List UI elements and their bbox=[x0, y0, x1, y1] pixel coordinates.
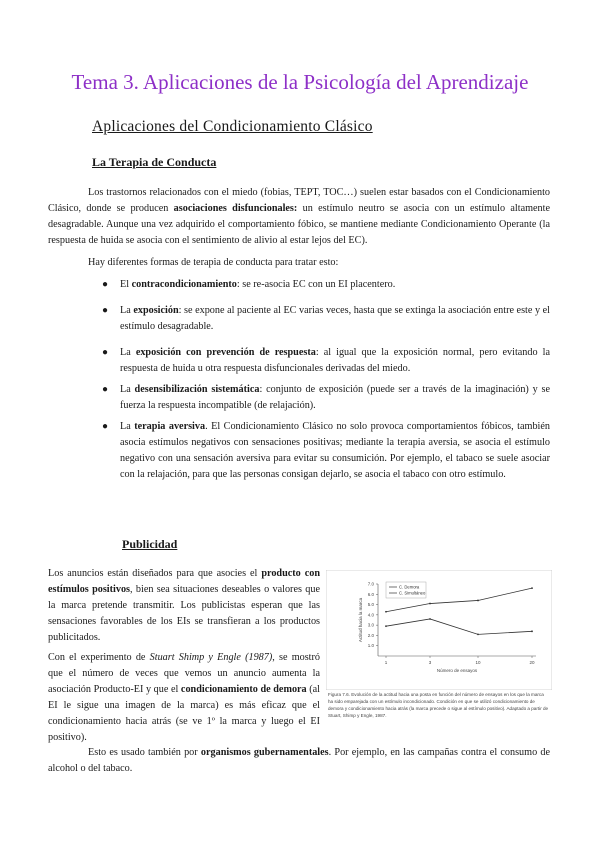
list-item: ● La desensibilización sistemática: conjunto de exposición (puede ser a través de la imaginación) y se fuerza la respuesta incompatible (de relajación). bbox=[102, 384, 550, 411]
list-item: ● La terapia aversiva. El Condicionamiento Clásico no solo provoca comportamientos fóbicos, también asocia estímulos negativos con sensaciones positivas; mediante la terapia aversia, se asocia el estímulo negativo con una sensación aversiva para evitar su consumición. Por ejemplo, el tabaco se suele asociar con la relajación, para que las personas consigan dejarlo, se asocia el tabaco con otro estímulo. bbox=[102, 421, 550, 480]
bullet-icon: ● bbox=[102, 347, 109, 358]
bullet-icon: ● bbox=[102, 421, 109, 432]
page-title: Tema 3. Aplicaciones de la Psicología del Aprendizaje bbox=[71, 70, 529, 94]
data-point bbox=[429, 603, 431, 605]
paragraph-publicidad-1: Los anuncios están diseñados para que asocies el producto con estímulos positivos, bien sea situaciones deseables o valores que la marca pretende transmitir. Los publicistas esperan que las sensaciones favorables de los EIs se transfieran a los productos publicitados. bbox=[48, 568, 320, 643]
x-tick-label: 10 bbox=[475, 660, 481, 665]
data-point bbox=[385, 611, 387, 613]
figure-chart bbox=[326, 570, 552, 742]
legend-label: C. Demora bbox=[399, 584, 420, 590]
y-tick-label: 6.0 bbox=[367, 591, 374, 597]
text-bold: asociaciones disfuncionales: bbox=[173, 203, 298, 214]
x-tick-label: 3 bbox=[428, 660, 432, 665]
text-segment: Hay diferentes formas de terapia de conducta para tratar esto: bbox=[88, 257, 339, 268]
paragraph-publicidad-3: Esto es usado también por organismos gubernamentales. Por ejemplo, en las campañas contra el consumo de alcohol o del tabaco. bbox=[48, 747, 551, 774]
y-tick-label: 7.0 bbox=[367, 581, 374, 587]
text-segment: un estímulo neutro se asocia con un estímulo altamente desagradable. Aunque una vez adquirido el comportamiento fóbico, se mantiene mediante Condicionamiento Operante (la respuesta de huida se asocia con el sentimiento de alivio al estar lejos del EC). bbox=[48, 203, 550, 246]
paragraph-terapia-intro bbox=[48, 185, 550, 249]
paragraph-terapia-formas bbox=[48, 255, 550, 271]
figure-caption: Figura 7.6. Evolución de la actitud hacia una posta en función del número de ensayos en los que la marca ha sido emparejada con un estímulo incondicionado. Condición en que se utilizó condicionamiento de demora y condicionamiento hacia atrás (la marca precede o sigue al estímulo positivo). Adaptado a partir de Stuart, Shimp y Engle, 1987. bbox=[328, 692, 549, 718]
data-point bbox=[429, 618, 431, 620]
x-axis-label: Número de ensayos bbox=[436, 668, 478, 673]
x-tick-label: 1 bbox=[384, 660, 388, 665]
data-point bbox=[385, 625, 387, 627]
list-item: ● La exposición con prevención de respuesta: al igual que la exposición normal, pero evitando la respuesta de huida u otra respuesta disfuncionales derivadas del miedo. bbox=[102, 347, 550, 374]
text-segment: Los trastornos relacionados con el miedo (fobias, TEPT, TOC…) suelen estar basados con el Condicionamiento Clásico, donde se producen bbox=[48, 187, 550, 214]
x-tick-label: 20 bbox=[529, 660, 535, 665]
bullet-icon: ● bbox=[102, 279, 109, 290]
heading-terapia: La Terapia de Conducta bbox=[92, 155, 217, 169]
list-item: ● La exposición: se expone al paciente al EC varias veces, hasta que se extinga la asociación entre este y el estímulo desagradable. bbox=[102, 305, 550, 332]
section-title: Aplicaciones del Condicionamiento Clásico bbox=[92, 118, 373, 135]
data-point bbox=[531, 630, 533, 632]
line-chart bbox=[326, 570, 552, 690]
list-item: ● El contracondicionamiento: se re-asocia EC con un EI placentero. bbox=[120, 277, 550, 293]
data-point bbox=[477, 634, 479, 636]
bullet-icon: ● bbox=[102, 384, 109, 395]
y-tick-label: 5.0 bbox=[367, 602, 374, 608]
y-axis-label: Actitud hacia la marca bbox=[358, 597, 363, 643]
bullet-icon: ● bbox=[102, 305, 109, 316]
data-point bbox=[477, 600, 479, 602]
data-point bbox=[531, 587, 533, 589]
y-tick-label: 4.0 bbox=[367, 612, 374, 618]
heading-publicidad: Publicidad bbox=[122, 537, 178, 551]
y-tick-label: 1.0 bbox=[367, 643, 374, 649]
legend-label: C. Simultáneo bbox=[399, 590, 426, 596]
paragraph-publicidad-2: Con el experimento de Stuart Shimp y Engle (1987), se mostró que el número de veces que vemos un anuncio aumenta la asociación Producto-EI y que el condicionamiento de demora (al EI le sigue una imagen de la marca) es más eficaz que el condicionamiento hacia atrás (se ve 1º la marca y luego el EI positivo). bbox=[48, 652, 320, 743]
y-tick-label: 2.0 bbox=[367, 632, 374, 638]
y-tick-label: 3.0 bbox=[367, 622, 374, 628]
